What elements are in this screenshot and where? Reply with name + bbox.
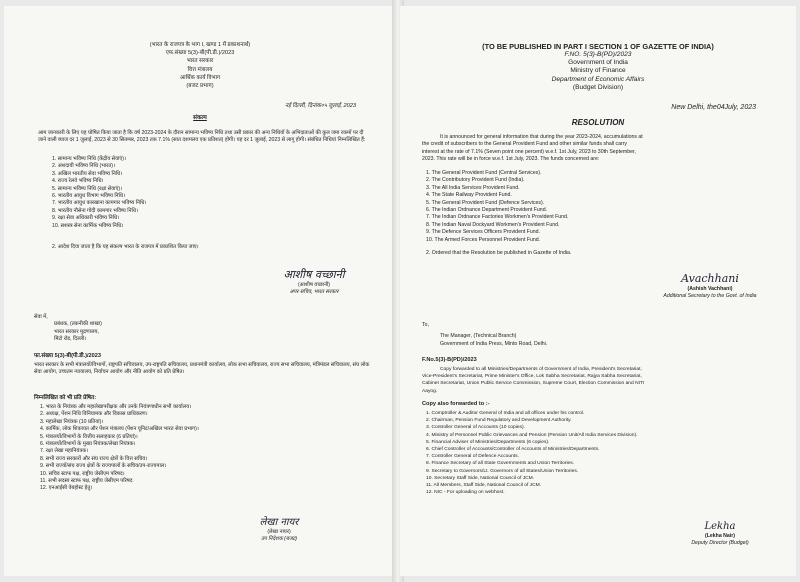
header-line: (Budget Division) — [572, 83, 624, 91]
list-item: 7. रक्षा लेखा महानियंत्रक। — [40, 448, 89, 455]
signatory-designation: Deputy Director (Budget) — [691, 540, 749, 547]
addressee-line: मिंटो रोड, दिल्ली। — [54, 336, 87, 343]
list-item: 4. Ministry of Personnel Public Grievances and Pension (Pension Unit/All India Services Division). — [426, 432, 638, 438]
header-line: (भारत के राजपत्र के भाग I, खण्ड 1 में प्रकाशनार्थ) — [149, 42, 251, 48]
copy-paragraph — [422, 366, 644, 395]
resolution-title: RESOLUTION — [571, 118, 625, 127]
paragraph-line: It is announced for general information that during the year 2023-2024, accumulations at — [440, 134, 643, 140]
order-line: 2. आदेश दिया जाता है कि यह संकल्प भारत के राजपत्र में प्रकाशित किया जाए। — [52, 244, 199, 250]
header-line: (TO BE PUBLISHED IN PART I SECTION 1 OF GAZETTE OF INDIA) — [482, 42, 714, 51]
list-item: 4. The State Railway Provident Fund. — [426, 192, 512, 199]
list-item: 6. भारतीय आयुध विभाग भविष्य निधि। — [52, 193, 126, 200]
funds-list — [52, 156, 146, 230]
list-item: 8. Finance Secretary of all State Governments and Union Territories. — [426, 461, 575, 467]
list-item: 4. कार्मिक, लोक शिकायत और पेंशन मंत्रालय (पेंशन यूनिट/अखिल भारत सेवा प्रभाग)। — [40, 426, 199, 433]
hindi-header — [4, 41, 396, 90]
list-item: 11. All Members, Staff Side, National Council of JCM. — [426, 483, 542, 489]
paragraph-line: Copy forwarded to all Ministries/Departments of Government of India, President's Secretariat, — [440, 367, 642, 372]
copy-paragraph: भारत सरकार के सभी मंत्रालयों/विभागों, राष्ट्रपति सचिवालय, उप-राष्ट्रपति सचिवालय, प्रधानमंत्री कार्यालय, लोक सभा सचिवालय, राज्य सभा सचिवालय, मंत्रिमंडल सचिवालय, संघ लोक सेवा आयोग, उच्चतम न्यायालय, निर्वाचन आयोग और नीति आयोग को प्रति प्रेषित। — [34, 362, 370, 376]
list-item: 10. The Armed Forces Personnel Provident Fund. — [426, 236, 541, 243]
copy-list — [426, 410, 637, 496]
list-item: 5. The General Provident Fund (Defence Services). — [426, 199, 545, 206]
resolution-title: संकल्प — [193, 115, 207, 121]
list-item: 2. Chairman, Pension Fund Regulatory and Development Authority. — [426, 418, 572, 424]
header-line: वित्त मंत्रालय — [187, 66, 213, 73]
list-item: 7. Controller General of Defence Accounts. — [426, 454, 519, 460]
list-item: 7. The Indian Ordnance Factories Workmen's Provident Fund. — [426, 214, 569, 221]
list-item: 12. एनआईसी वेबहोस्ट हेतु। — [40, 485, 93, 492]
header-line: (बजट प्रभाग) — [186, 83, 214, 90]
list-item: 3. The All India Services Provident Fund. — [426, 184, 520, 191]
copy-heading: निम्नलिखित को भी प्रति प्रेषित: — [34, 395, 97, 401]
signature-scribble: Avachhani — [681, 272, 739, 285]
english-header — [400, 42, 796, 92]
order-line: 2. Ordered that the Resolution be published in Gazette of India. — [426, 250, 572, 256]
header-line: Ministry of Finance — [570, 67, 626, 75]
paragraph-line: 2023. This rate will be in force w.e.f. 1st July, 2023. The funds concerned are: — [422, 156, 600, 163]
list-item: 5. मंत्रालयों/विभागों के वित्तीय सलाहकार (6 प्रतियां)। — [40, 433, 138, 440]
header-line: एफ.संख्या 5(3)-बी(पी.डी.)/2023 — [165, 50, 235, 57]
list-item: 4. राज्य रेलवे भविष्य निधि। — [52, 178, 104, 185]
signatory-designation: उप निदेशक (बजट) — [260, 536, 298, 543]
signatory-designation: Additional Secretary to the Govt. of India — [663, 293, 757, 300]
date-line: New Delhi, the04July, 2023 — [671, 104, 756, 111]
list-item: 5. Financial Adviser of Ministries/Departments (6 copies). — [426, 439, 550, 445]
header-line: भारत सरकार — [186, 58, 214, 65]
signature-scribble: आशीष वच्छानी — [283, 268, 345, 281]
list-item: 6. मंत्रालयों/विभागों के मुख्य नियंत्रक/लेखा नियंत्रक। — [40, 441, 136, 448]
list-item: 8. The Indian Naval Dockyard Workmen's Provident Fund. — [426, 221, 560, 228]
list-item: 9. The Defence Services Officers Provident Fund. — [426, 229, 540, 236]
list-item: 9. रक्षा सेवा अधिकारी भविष्य निधि। — [52, 215, 120, 222]
list-item: 1. The General Provident Fund (Central Services). — [426, 170, 542, 176]
list-item: 10. Secretary Staff Side, National Council of JCM. — [426, 475, 535, 481]
list-item: 2. अंशदायी भविष्य निधि (भारत)। — [52, 163, 116, 170]
list-item: 8. भारतीय नौसेना गोदी कामगार भविष्य निधि। — [52, 207, 138, 214]
addressee-block — [34, 314, 102, 344]
resolution-paragraph — [422, 134, 643, 164]
list-item: 12. NIC - For uploading on webhost. — [426, 490, 505, 496]
signature-block — [254, 268, 374, 297]
list-item: 3. अखिल भारतीय सेवा भविष्य निधि। — [52, 170, 123, 177]
date-line: नई दिल्ली, दिनांक०५ जुलाई, 2023 — [284, 103, 356, 109]
file-number: फा.संख्या 5(3)-बी(पी.डी.)/2023 — [34, 353, 101, 359]
list-item: 6. The Indian Ordnance Department Provident Fund. — [426, 207, 548, 214]
list-item: 3. महालेखा नियंत्रक (10 प्रतियां)। — [40, 418, 104, 425]
addressee-line: प्रबंधक, (तकनीकी शाखा) — [54, 321, 102, 328]
signature-block — [224, 516, 334, 544]
list-item: 7. भारतीय आयुध कारखाना कामगार भविष्य निधि। — [52, 200, 147, 207]
signatory-name: (लेखा नायर) — [267, 529, 291, 535]
copy-heading: Copy also forwarded to :- — [422, 401, 490, 407]
list-item: 1. Comptroller & Auditor General of India and all offices under his control. — [426, 411, 585, 416]
signatory-designation: अपर सचिव, भारत सरकार — [289, 289, 339, 296]
header-line: Department of Economic Affairs — [551, 75, 645, 83]
list-item: 2. The Contributory Provident Fund (India). — [426, 177, 525, 184]
addressee-line: Government of India Press, Minto Road, Delhi. — [440, 340, 548, 347]
addressee-line: To, — [422, 322, 429, 328]
list-item: 8. सभी राज्य सरकारों और संघ राज्य क्षेत्रों के वित्त सचिव। — [40, 455, 148, 462]
signature-block — [660, 520, 780, 548]
list-item: 6. Chief Controller of Accounts/Controller of Accounts of Ministries/Departments. — [426, 447, 600, 453]
header-line: Government of India — [568, 59, 628, 67]
list-item: 3. Controller General of Accounts (10 copies). — [426, 425, 525, 431]
addressee-line: सेवा में, — [34, 314, 48, 320]
signature-scribble: लेखा नायर — [259, 517, 299, 528]
copy-list — [40, 404, 199, 493]
english-page — [400, 6, 796, 576]
list-item: 5. सामान्य भविष्य निधि (रक्षा सेवाएं)। — [52, 185, 123, 192]
list-item: 1. सामान्य भविष्य निधि (केंद्रीय सेवाएं)। — [52, 156, 126, 162]
list-item: 10. सचिव स्टाफ पक्ष, राष्ट्रीय जेसीएम परिषद। — [40, 470, 125, 477]
addressee-block — [422, 322, 547, 348]
signature-scribble: Lekha — [704, 521, 736, 532]
paragraph-line: the credit of subscribers to the General Provident Fund and other similar funds shall carry — [422, 141, 628, 148]
list-item: 9. सभी राज्यों/संघ राज्य क्षेत्रों के राज्यपालों के सचिव/उप-राज्यपाल। — [40, 463, 167, 470]
list-item: 11. सभी सदस्य स्टाफ पक्ष, राष्ट्रीय जेसीएम परिषद — [40, 478, 133, 485]
resolution-paragraph: आम जानकारी के लिए यह घोषित किया जाता है कि वर्ष 2023-2024 के दौरान सामान्य भविष्य निधि तथा उसी प्रकार की अन्य निधियों के अभिदाताओं की कुल जमा रकमों पर दी जाने वाली ब्याज दर 1 जुलाई, 2023 से 30 सितम्बर, 2023 तक 7.1% (सात दशमलव एक प्रतिशत) होगी। यह दर 1 जुलाई, 2023 से लागू होगी। संबंधित निधियां निम्नलिखित हैं: — [38, 130, 366, 144]
signatory-name: (आशीष वच्छानी) — [297, 282, 331, 288]
list-item: 2. अध्यक्ष, पेंशन निधि विनियामक और विकास प्राधिकरण। — [40, 411, 148, 418]
signatory-name: (Ashish Vachhani) — [687, 286, 733, 292]
funds-list — [426, 170, 568, 244]
signature-block — [630, 272, 790, 301]
header-line: आर्थिक कार्य विभाग — [179, 74, 221, 81]
file-number: F.No.5(3)-B(PD)/2023 — [422, 357, 477, 363]
paragraph-line: Vice-President's Secretariat, Prime Minister's Office, Lok Sabha Secretariat, Rajya Sabha Secretariat, — [422, 374, 642, 380]
list-item: 10. सशस्त्र सेना कार्मिक भविष्य निधि। — [52, 222, 124, 229]
list-item: 9. Secretary to Governors/Lt. Governors of all States/Union Territories. — [426, 468, 579, 474]
addressee-line: भारत सरकार मुद्रणालय, — [54, 328, 99, 335]
hindi-page — [4, 6, 396, 576]
paragraph-line: Aayog. — [422, 388, 438, 394]
addressee-line: The Manager, (Technical Branch) — [440, 333, 517, 340]
paragraph-line: Cabinet Secretariat, Union Public Service Commission, Supreme Court, Election Commission and NITI — [422, 381, 645, 387]
header-line: F.NO. 5(3)-B(PD)/2023 — [564, 51, 632, 58]
list-item: 1. भारत के नियंत्रक और महालेखापरीक्षक और उनके नियंत्रणाधीन सभी कार्यालय। — [40, 404, 192, 410]
paragraph-line: interest at the rate of 7.1% (Seven point one percent) w.e.f. 1st July, 2023 to 30th September, — [422, 148, 636, 155]
signatory-name: (Lekha Nair) — [705, 533, 735, 539]
